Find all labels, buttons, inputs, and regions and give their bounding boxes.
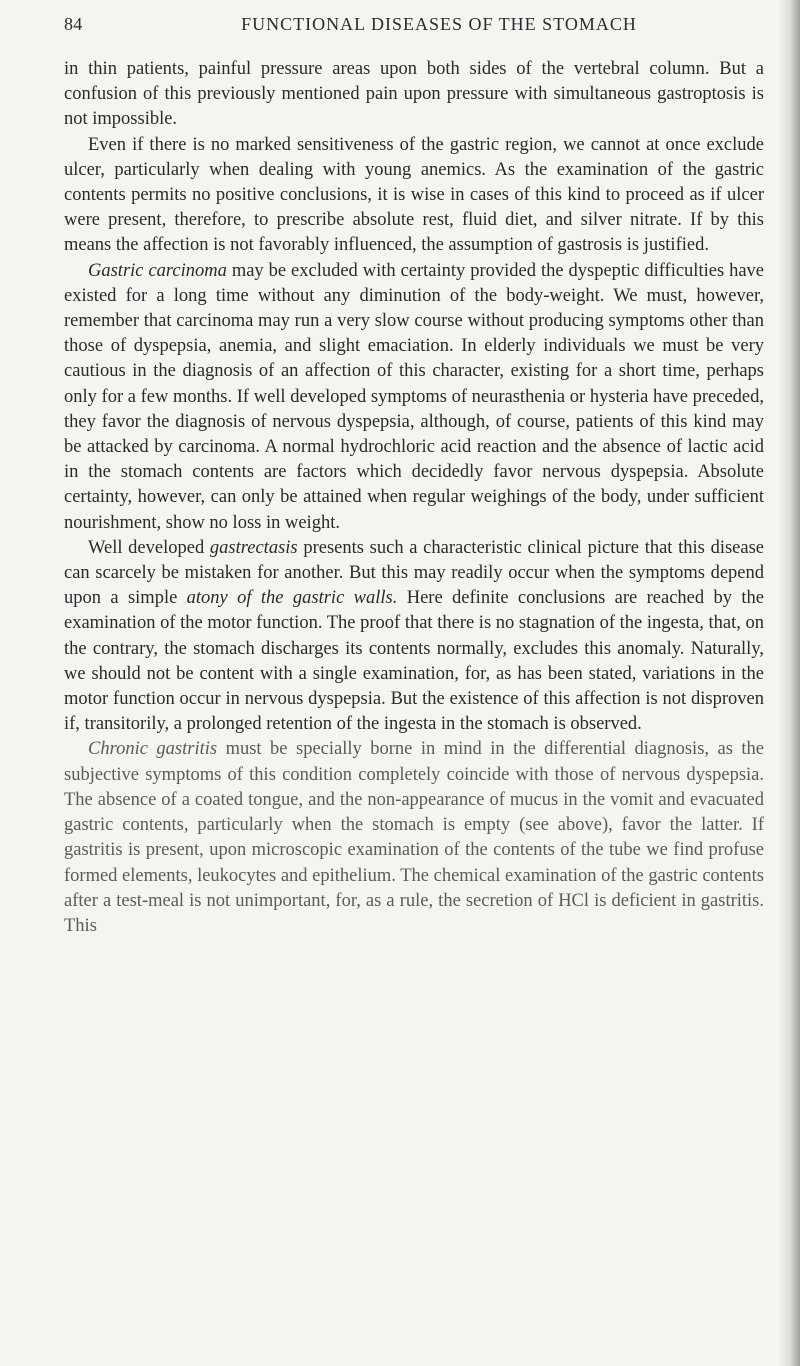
page-number: 84 (64, 14, 83, 34)
text-segment: Here definite conclusions are reached by the examination of the motor function. The proof that there is no stagnation of the ingesta, that, on the contrary, the stomach discharges its contents normally, excludes this anomaly. Naturally, we should not be content with a single examination, for, as has been stated, variations in the motor function occur in nervous dyspepsia. But the existence of this affection is not disproven if, transitorily, a prolonged retention of the ingesta in the stomach is observed. (64, 588, 764, 735)
paragraph-carcinoma (64, 259, 764, 536)
paragraph-continuation (64, 57, 764, 133)
text-segment: Well developed (88, 537, 210, 558)
paragraph-gastrectasis (64, 536, 764, 738)
paragraph-gastritis (64, 737, 764, 939)
text-segment: must be specially borne in mind in the differential diagnosis, as the subjective symptoms of this condition completely coincide with those of nervous dyspepsia. The absence of a coated tongue, and the non-appearance of mucus in the vomit and evacuated gastric contents, particularly when the stomach is empty (see above), favor the latter. If gastritis is present, upon microscopic examination of the contents of the tube we find profuse formed elements, leukocytes and epithelium. The chemical examination of the gastric contents after a test-meal is not unimportant, for, as a rule, the secretion of HCl is deficient in gastritis. This (64, 739, 765, 936)
paragraph-ulcer (64, 133, 764, 259)
chapter-title: FUNCTIONAL DISEASES OF THE STOMACH (241, 14, 637, 34)
text-segment: Even if there is no marked sensitiveness of the gastric region, we cannot at once exclude ulcer, particularly when dealing with young anemics. As the examination of the gastric contents permits no positive conclusions, it is wise in cases of this kind to proceed as if ulcer were present, therefore, to prescribe absolute rest, fluid diet, and silver nitrate. If by this means the affection is not favorably influenced, the assumption of gastrosis is justified. (64, 134, 764, 256)
italic-term-atony: atony of the gastric walls. (186, 588, 398, 609)
page-edge-shadow (778, 0, 800, 1366)
italic-term-gastrectasis: gastrectasis (209, 537, 298, 558)
italic-term-gastric-carcinoma: Gastric carcinoma (88, 260, 227, 281)
text-segment: presents such a characteristic clinical picture that this disease can scarcely be mistaken for another. But this may readily occur when the symptoms depend upon a simple (64, 537, 764, 609)
running-head (64, 10, 764, 40)
body-text (64, 57, 764, 939)
text-segment: in thin patients, painful pressure areas upon both sides of the vertebral column. But a confusion of this previously mentioned pain upon pressure with simultaneous gastroptosis is not impossible. (64, 59, 764, 130)
text-segment: may be excluded with certainty provided the dyspeptic difficulties have existed for a long time without any diminution of the body-weight. We must, however, remember that carcinoma may run a very slow course without producing symptoms other than those of dyspepsia, anemia, and slight emaciation. In elderly individuals we must be very cautious in the diagnosis of an affection of this character, existing for a short time, perhaps only for a few months. If well developed symptoms of neurasthenia or hysteria have preceded, they favor the diagnosis of nervous dyspepsia, although, of course, patients of this kind may be attacked by carcinoma. A normal hydrochloric acid reaction and the absence of lactic acid in the stomach contents are factors which decidedly favor nervous dyspepsia. Absolute certainty, however, can only be attained when regular weighings of the body, under sufficient nourishment, show no loss in weight. (64, 260, 765, 533)
italic-term-chronic-gastritis: Chronic gastritis (88, 739, 218, 760)
